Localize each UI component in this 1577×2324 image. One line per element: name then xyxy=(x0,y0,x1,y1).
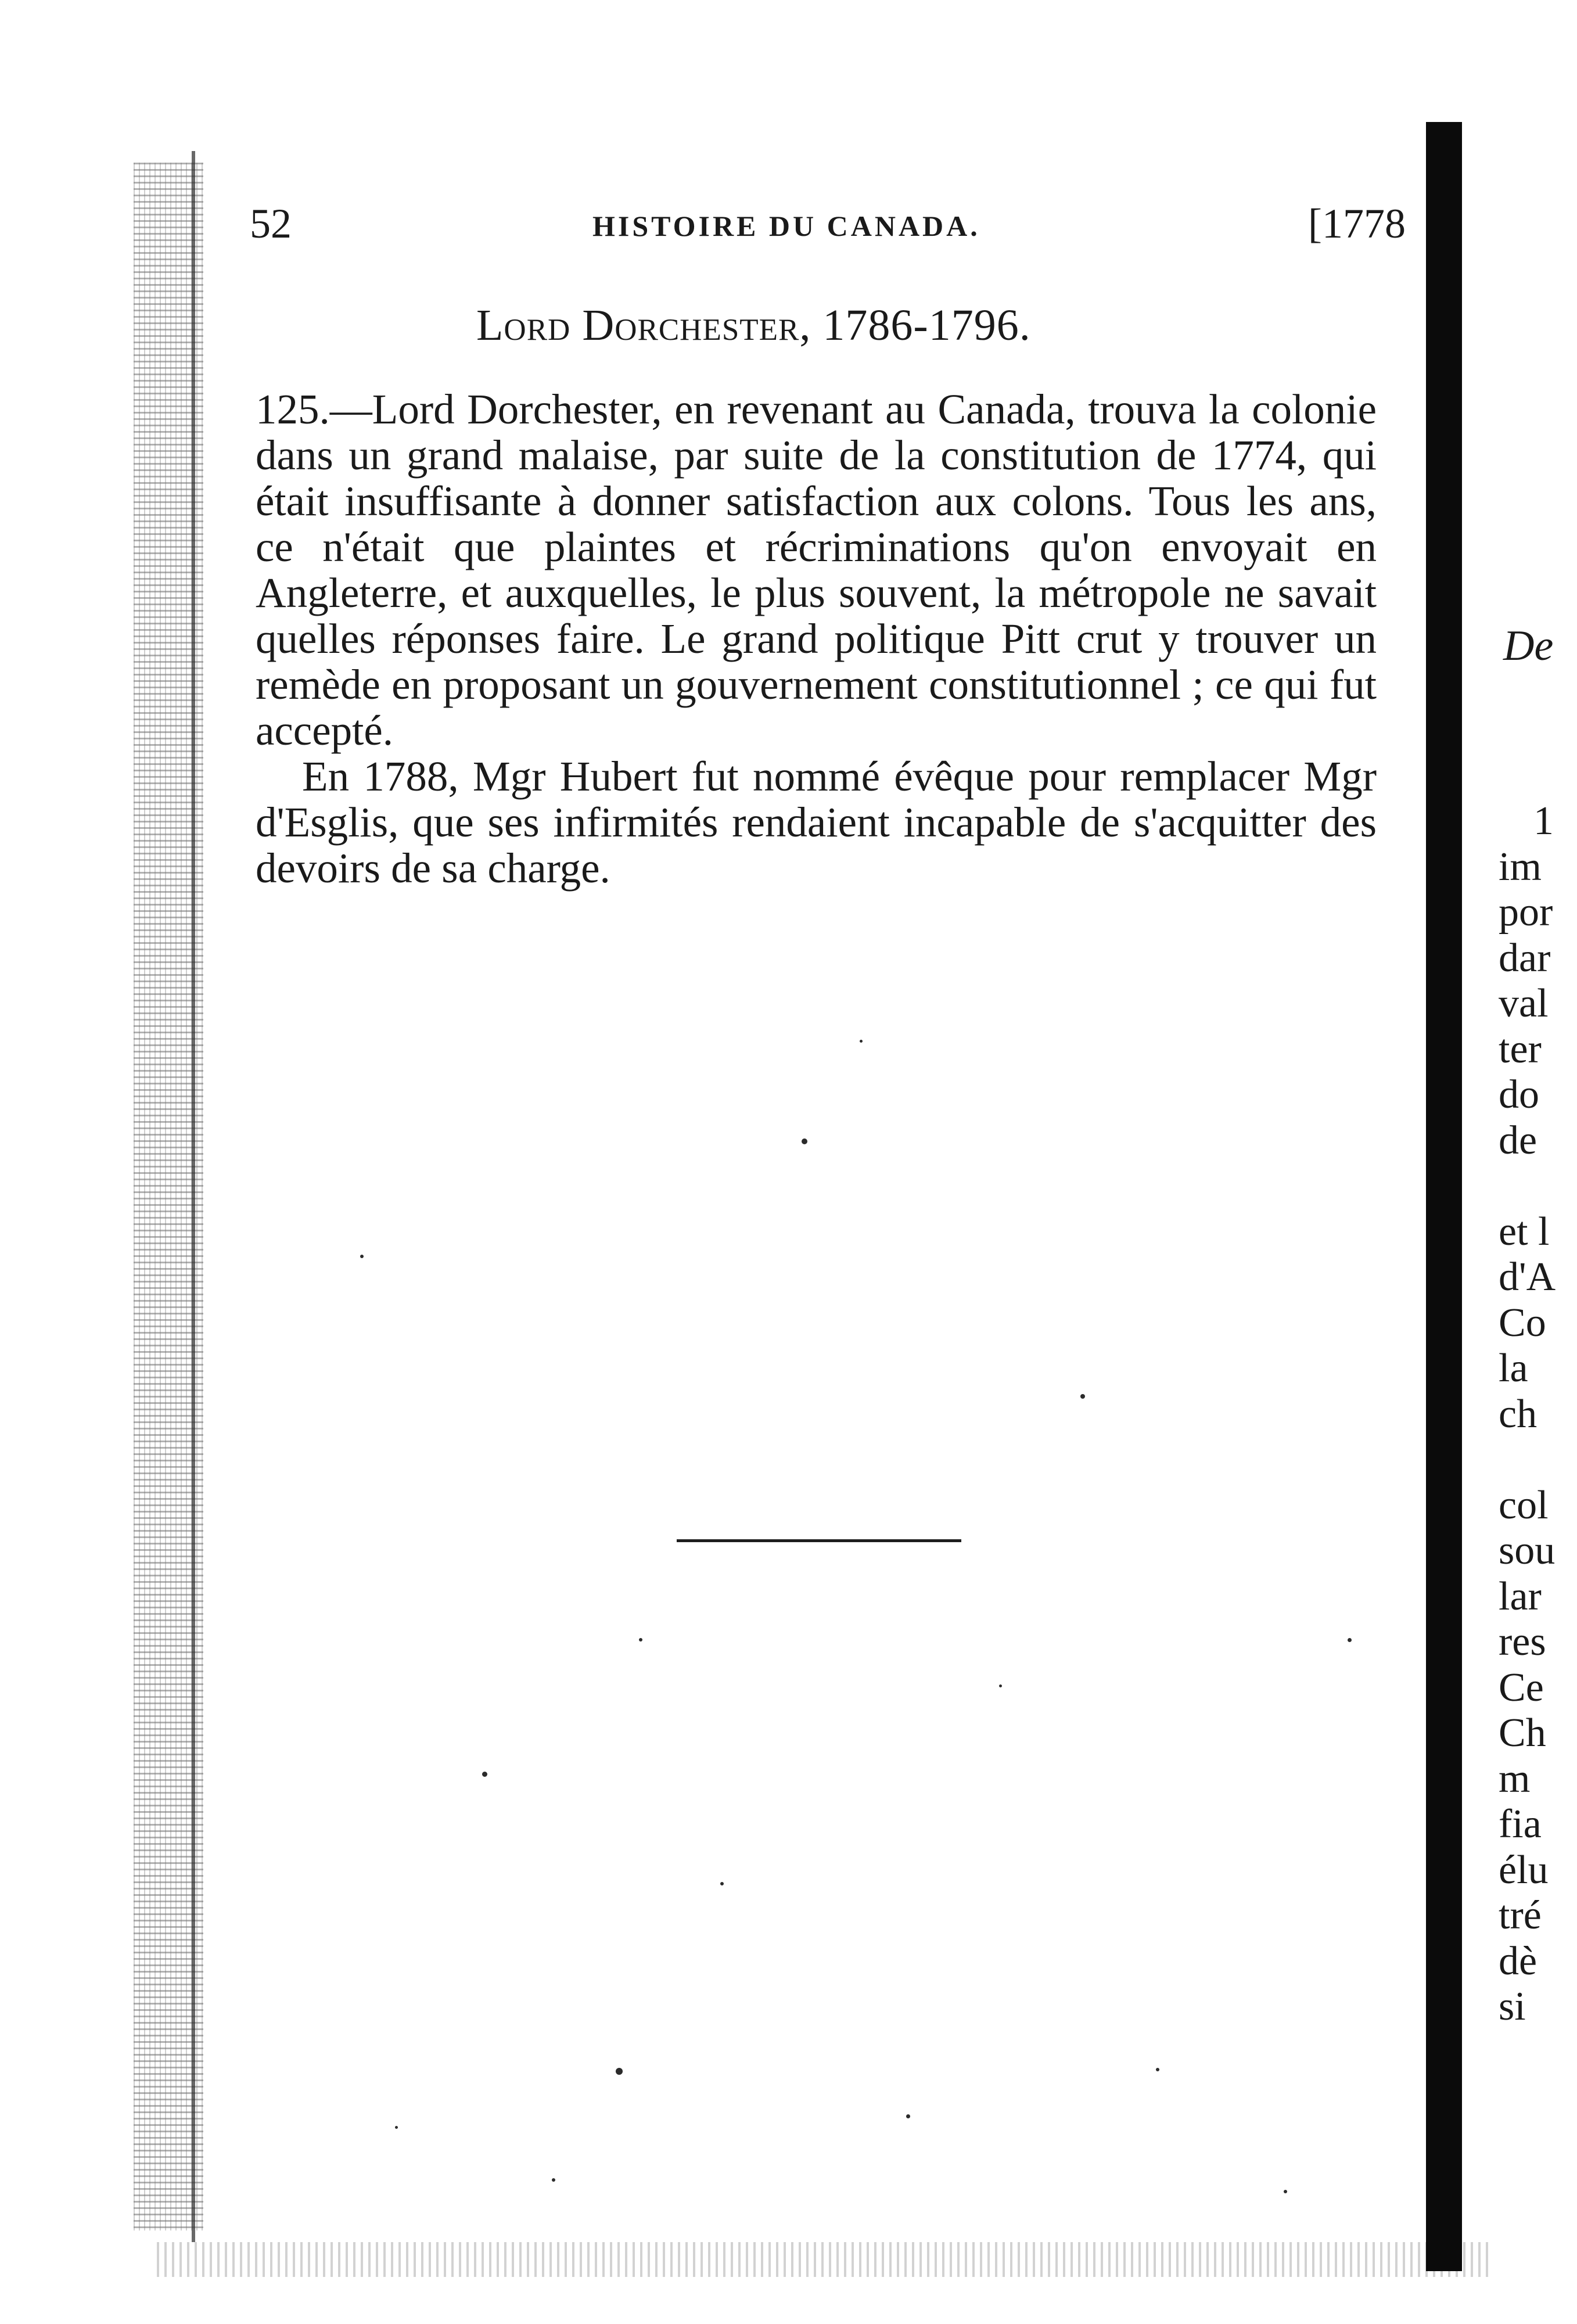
facing-page-line: si xyxy=(1499,1984,1526,2029)
facing-page-line: lar xyxy=(1499,1574,1542,1619)
paragraph: En 1788, Mgr Hubert fut nommé évêque pour remplacer Mgr d'Esglis, que ses infirmités rendaient incapable de s'acquitter des devoirs de sa charge. xyxy=(256,753,1377,892)
facing-page-line: val xyxy=(1499,981,1549,1026)
facing-page-line: Co xyxy=(1499,1300,1546,1345)
scan-speck xyxy=(1080,1394,1085,1399)
scan-speck xyxy=(360,1255,364,1258)
section-divider-rule xyxy=(677,1539,961,1542)
scan-speck xyxy=(616,2068,623,2075)
facing-page-line: do xyxy=(1499,1072,1539,1117)
facing-page-line: m xyxy=(1499,1756,1531,1801)
page-number: 52 xyxy=(250,200,292,247)
scan-speck xyxy=(1348,1638,1352,1642)
facing-page-lines xyxy=(1499,799,1577,2030)
facing-page-line: dar xyxy=(1499,935,1551,980)
section-heading: Lord Dorchester, 1786-1796. xyxy=(476,301,1031,350)
page-gutter-shadow xyxy=(1426,122,1462,2271)
facing-page-line: res xyxy=(1499,1619,1546,1664)
facing-page-line: tré xyxy=(1499,1893,1542,1938)
scan-speck xyxy=(999,1684,1002,1687)
facing-page-line: la xyxy=(1499,1346,1528,1391)
scan-speck xyxy=(552,2178,555,2182)
scan-speck xyxy=(395,2126,398,2129)
scan-speck xyxy=(720,1882,724,1885)
facing-page-line: Ce xyxy=(1499,1665,1544,1710)
facing-page-line: ter xyxy=(1499,1026,1542,1072)
facing-page-line: fia xyxy=(1499,1802,1542,1847)
facing-page-line: élu xyxy=(1499,1847,1549,1892)
facing-page-line: sou xyxy=(1499,1528,1556,1573)
scan-speck xyxy=(802,1138,807,1144)
facing-page-gap xyxy=(1499,1163,1577,1209)
scan-speck xyxy=(482,1772,487,1777)
facing-page-line: Ch xyxy=(1499,1711,1546,1755)
running-title: HISTOIRE DU CANADA. xyxy=(592,210,980,242)
facing-page-line: d'A xyxy=(1499,1255,1556,1299)
scan-speck xyxy=(639,1638,642,1641)
running-year: [1778 xyxy=(1308,200,1406,247)
facing-page-line: et l xyxy=(1499,1209,1550,1254)
scan-speck xyxy=(1156,2068,1159,2071)
scan-noise-bottom xyxy=(157,2242,1493,2277)
scan-speck xyxy=(1284,2190,1287,2193)
binding-edge-line xyxy=(192,151,195,2242)
facing-page-fragment xyxy=(1493,0,1577,2324)
facing-page-gap xyxy=(1499,1437,1577,1483)
paragraph: 125.—Lord Dorchester, en revenant au Canada, trouva la colonie dans un grand malaise, par suite de la constitution de 1774, qui était insuffisante à donner satisfaction aux colons. Tous les ans, ce n'était que plaintes et récriminations qu'on envoyait en Angleterre, et auxquelles, le plus souvent, la métropole ne savait quelles réponses faire. Le grand politique Pitt crut y trouver un remède en proposant un gouvernement constitutionnel ; ce qui fut accepté. xyxy=(256,386,1377,754)
facing-page-line: de xyxy=(1499,1118,1538,1163)
facing-page-line: dè xyxy=(1499,1938,1538,1984)
scan-speck xyxy=(860,1040,863,1043)
running-header xyxy=(250,197,1406,250)
facing-page-line: col xyxy=(1499,1482,1549,1528)
facing-page-line: por xyxy=(1499,890,1553,935)
facing-page-line: im xyxy=(1499,844,1542,889)
body-text xyxy=(256,386,1377,891)
scan-speck xyxy=(906,2114,910,2118)
facing-page-heading: De xyxy=(1503,622,1554,670)
facing-page-line: ch xyxy=(1499,1391,1538,1436)
facing-page-line: 1 xyxy=(1533,799,1554,843)
